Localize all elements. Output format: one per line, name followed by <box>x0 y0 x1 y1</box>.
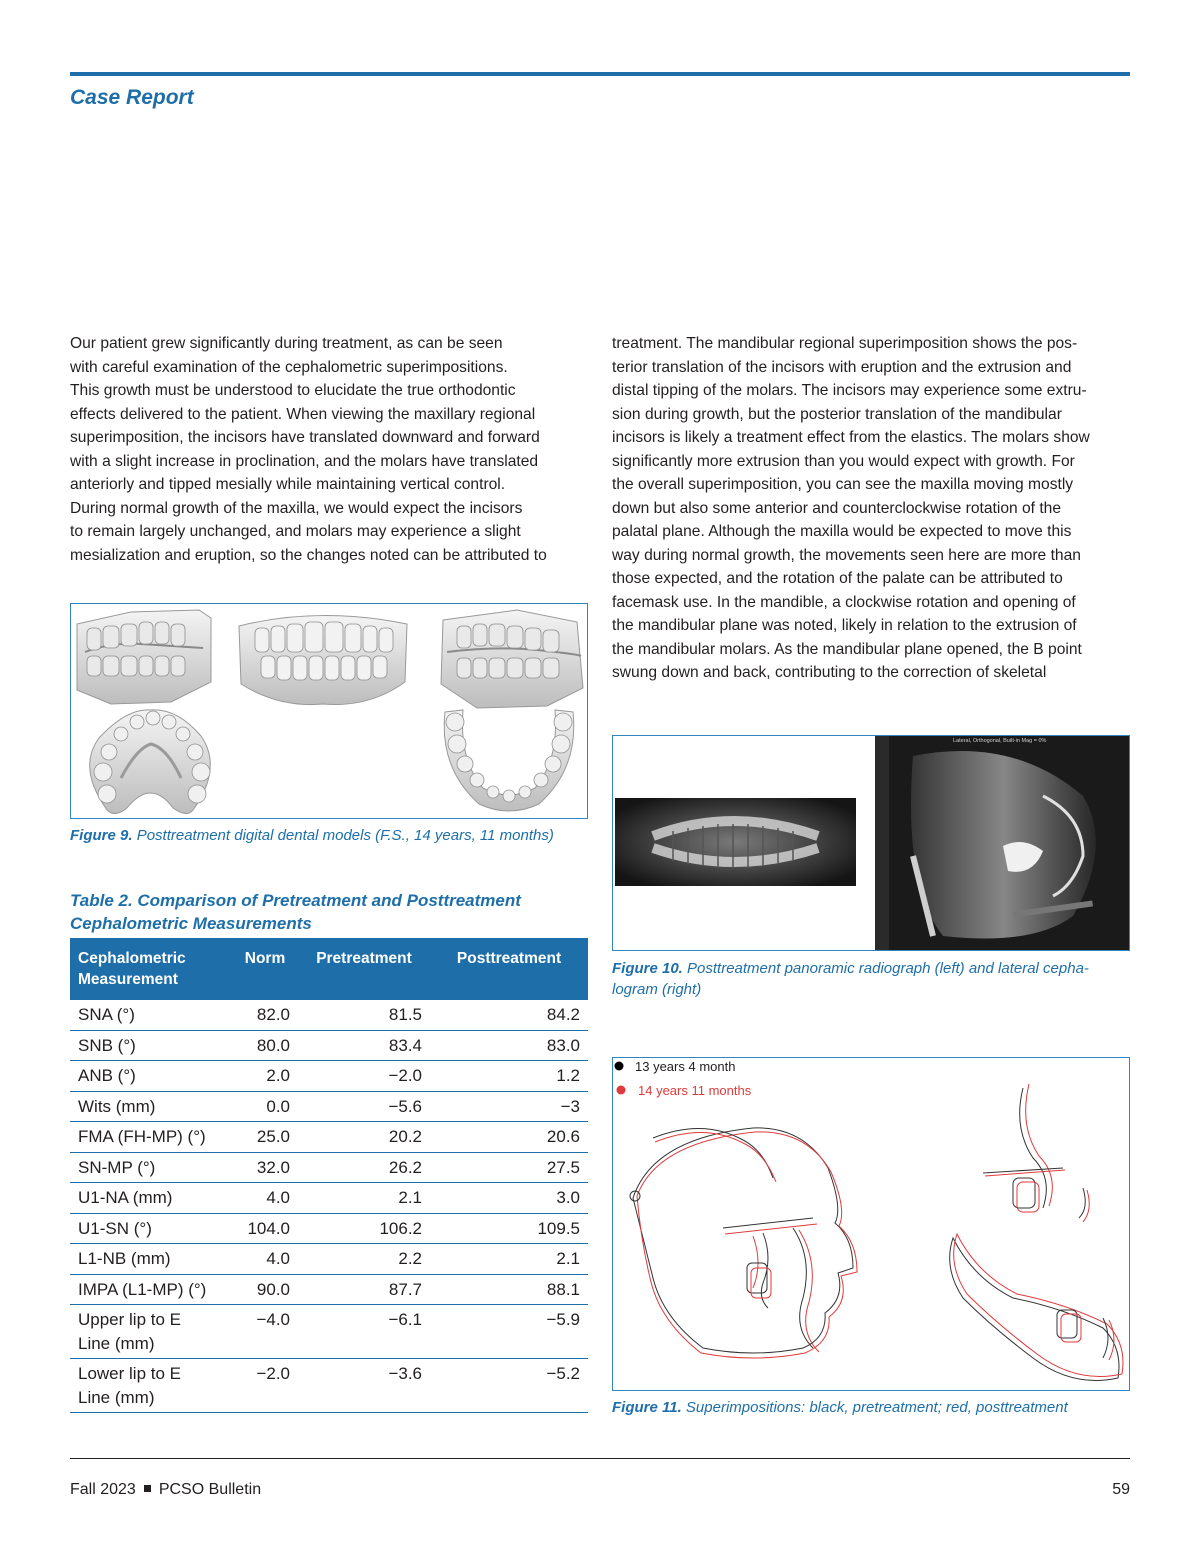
measurement-name <box>70 1359 232 1413</box>
figure-9-caption <box>70 825 590 846</box>
measurement-name-line1: Lower lip to E <box>78 1364 181 1384</box>
norm-value: −2.0 <box>232 1359 298 1413</box>
figure-11-caption <box>612 1397 1130 1418</box>
measurement-name-line1: SNB (°) <box>78 1035 136 1055</box>
text-line: anteriorly and tipped mesially while maintaining vertical control. <box>70 476 506 493</box>
posttreatment-value: 83.0 <box>430 1030 588 1061</box>
footer-publication-name: PCSO Bulletin <box>158 1481 262 1498</box>
text-line: significantly more extrusion than you would expect with growth. For <box>612 452 1075 470</box>
posttreatment-value: −5.9 <box>430 1305 588 1359</box>
posttreatment-value: 84.2 <box>430 1000 588 1030</box>
figure-9-dental-models <box>70 603 588 819</box>
measurement-name-line1: SN-MP (°) <box>78 1157 156 1177</box>
model-mandibular-occlusal <box>444 710 574 811</box>
norm-value: 80.0 <box>232 1030 298 1061</box>
measurement-name-line1: L1-NB (mm) <box>78 1249 171 1269</box>
measurement-name-line1: ANB (°) <box>78 1066 136 1086</box>
pretreatment-value: 81.5 <box>298 1000 430 1030</box>
table-2-title-line1: Table 2. Comparison of Pretreatment and Posttreatment <box>70 891 521 910</box>
header-measurement-line1: Cephalometric <box>78 950 186 967</box>
table-row <box>70 1183 588 1214</box>
figure-11-caption-text: Superimpositions: black, pretreatment; red, posttreatment <box>685 1399 1068 1416</box>
text-line: effects delivered to the patient. When viewing the maxillary regional <box>70 405 536 423</box>
model-front-view <box>239 615 407 704</box>
header-norm: Norm <box>232 938 298 1000</box>
legend-label-pretreatment: 13 years 4 month <box>635 1059 736 1074</box>
measurement-name <box>70 1183 232 1214</box>
pretreatment-value: −2.0 <box>298 1061 430 1092</box>
table-row <box>70 1359 588 1413</box>
norm-value: 32.0 <box>232 1152 298 1183</box>
text-line: the overall superimposition, you can see the maxilla moving mostly <box>612 476 1074 493</box>
body-text-left-column <box>70 332 590 567</box>
text-line: those expected, and the rotation of the palate can be attributed to <box>612 570 1063 587</box>
text-line: incisors is likely a treatment effect from the elastics. The molars show <box>612 429 1090 446</box>
norm-value: 4.0 <box>232 1183 298 1214</box>
text-line: to remain largely unchanged, and molars may experience a slight <box>70 523 521 540</box>
xray-overlay-text: Lateral, Orthogonal, Built-in Mag = 0% <box>953 738 1047 744</box>
measurement-name-line1: Wits (mm) <box>78 1096 156 1116</box>
norm-value: 104.0 <box>232 1213 298 1244</box>
footer-publication <box>70 1481 261 1499</box>
text-line: treatment. The mandibular regional superimposition shows the pos- <box>612 335 1078 352</box>
figure-9-caption-text: Posttreatment digital dental models (F.S., 14 years, 11 months) <box>136 827 554 844</box>
measurement-name-line1: SNA (°) <box>78 1005 135 1024</box>
text-line: distal tipping of the molars. The incisors may experience some extru- <box>612 382 1087 399</box>
text-line: mesialization and eruption, so the changes noted can be attributed to <box>70 546 547 564</box>
measurement-name <box>70 1091 232 1122</box>
overall-superimposition <box>630 1128 857 1358</box>
footer-rule <box>70 1458 1130 1459</box>
table-2-title-line2: Cephalometric Measurements <box>70 914 312 933</box>
pretreatment-value: −5.6 <box>298 1091 430 1122</box>
text-line: with a slight increase in proclination, and the molars have translated <box>70 452 539 470</box>
legend-label-posttreatment: 14 years 11 months <box>638 1083 752 1098</box>
norm-value: 4.0 <box>232 1244 298 1275</box>
text-line: terior translation of the incisors with eruption and the extrusion and <box>612 358 1072 376</box>
page-number: 59 <box>1112 1481 1130 1498</box>
radiograph-images <box>613 736 1130 951</box>
text-line: Our patient grew significantly during treatment, as can be seen <box>70 335 503 352</box>
header-pretreatment: Pretreatment <box>298 938 430 1000</box>
table-row <box>70 1061 588 1092</box>
table-body <box>70 1000 588 1413</box>
text-line: palatal plane. Although the maxilla would be expected to move this <box>612 523 1072 540</box>
pretreatment-value: 2.2 <box>298 1244 430 1275</box>
text-line: with careful examination of the cephalometric superimpositions. <box>70 358 508 376</box>
pretreatment-value: −6.1 <box>298 1305 430 1359</box>
section-label: Case Report <box>70 86 194 109</box>
figure-10-caption <box>612 958 1130 1000</box>
posttreatment-value: 2.1 <box>430 1244 588 1275</box>
posttreatment-value: 109.5 <box>430 1213 588 1244</box>
norm-value: 90.0 <box>232 1274 298 1305</box>
measurement-name <box>70 1030 232 1061</box>
measurement-name-line1: U1-SN (°) <box>78 1218 152 1238</box>
posttreatment-value: −3 <box>430 1091 588 1122</box>
table-row <box>70 1152 588 1183</box>
cephalometric-table <box>70 938 588 1413</box>
measurement-name <box>70 1244 232 1275</box>
measurement-name <box>70 1000 232 1030</box>
text-line: way during normal growth, the movements seen here are more than <box>612 546 1081 564</box>
header-measurement-line2: Measurement <box>78 971 178 988</box>
table-row <box>70 1305 588 1359</box>
pretreatment-value: 26.2 <box>298 1152 430 1183</box>
measurement-name-line1: IMPA (L1-MP) (°) <box>78 1279 207 1299</box>
figure-10-label: Figure 10. <box>612 960 683 977</box>
model-left-view <box>441 610 583 708</box>
body-text-right-column <box>612 332 1130 685</box>
square-bullet-icon <box>144 1485 151 1492</box>
measurement-name <box>70 1152 232 1183</box>
figure-11-label: Figure 11. <box>612 1399 682 1416</box>
figure-9-label: Figure 9. <box>70 827 133 844</box>
pretreatment-value: 2.1 <box>298 1183 430 1214</box>
text-line: sion during growth, but the posterior translation of the mandibular <box>612 405 1062 423</box>
regional-superimpositions <box>950 1084 1123 1381</box>
table-row <box>70 1000 588 1030</box>
table-row <box>70 1244 588 1275</box>
table-header-row <box>70 938 588 1000</box>
measurement-name-line2: Line (mm) <box>78 1333 155 1353</box>
model-maxillary-occlusal <box>90 710 211 814</box>
posttreatment-value: 27.5 <box>430 1152 588 1183</box>
text-line: down but also some anterior and counterclockwise rotation of the <box>612 499 1062 517</box>
pretreatment-value: 106.2 <box>298 1213 430 1244</box>
pretreatment-value: 20.2 <box>298 1122 430 1153</box>
figure-10-radiographs <box>612 735 1130 951</box>
superimposition-tracings <box>613 1058 1130 1391</box>
text-line: superimposition, the incisors have translated downward and forward <box>70 429 540 446</box>
text-line: During normal growth of the maxilla, we would expect the incisors <box>70 499 523 517</box>
norm-value: 82.0 <box>232 1000 298 1030</box>
norm-value: 25.0 <box>232 1122 298 1153</box>
figure-11-superimpositions <box>612 1057 1130 1391</box>
panoramic-radiograph <box>615 798 856 886</box>
measurement-name <box>70 1274 232 1305</box>
norm-value: 0.0 <box>232 1091 298 1122</box>
measurement-name <box>70 1061 232 1092</box>
legend <box>615 1059 752 1098</box>
footer-issue: Fall 2023 <box>70 1481 136 1498</box>
table-2-title <box>70 889 588 935</box>
posttreatment-value: −5.2 <box>430 1359 588 1413</box>
table-row <box>70 1091 588 1122</box>
posttreatment-value: 88.1 <box>430 1274 588 1305</box>
pretreatment-value: 87.7 <box>298 1274 430 1305</box>
figure-10-caption-text: Posttreatment panoramic radiograph (left) and lateral cepha-logram (right) <box>612 960 1089 998</box>
measurement-name <box>70 1305 232 1359</box>
legend-marker-pretreatment <box>615 1062 624 1071</box>
text-line: the mandibular molars. As the mandibular plane opened, the B point <box>612 640 1082 658</box>
pretreatment-value: 83.4 <box>298 1030 430 1061</box>
header-posttreatment: Posttreatment <box>430 938 588 1000</box>
posttreatment-value: 3.0 <box>430 1183 588 1214</box>
posttreatment-value: 20.6 <box>430 1122 588 1153</box>
measurement-name-line1: FMA (FH-MP) (°) <box>78 1127 206 1147</box>
text-line: swung down and back, contributing to the correction of skeletal <box>612 664 1047 681</box>
table-row <box>70 1122 588 1153</box>
measurement-name <box>70 1122 232 1153</box>
posttreatment-value: 1.2 <box>430 1061 588 1092</box>
pretreatment-value: −3.6 <box>298 1359 430 1413</box>
model-right-view <box>77 610 211 704</box>
measurement-name-line2: Line (mm) <box>78 1387 155 1407</box>
table-row <box>70 1213 588 1244</box>
dental-models-image <box>71 604 588 819</box>
lateral-cephalogram <box>875 736 1130 951</box>
table-row <box>70 1030 588 1061</box>
text-line: the mandibular plane was noted, likely in relation to the extrusion of <box>612 617 1077 634</box>
header-measurement <box>70 938 232 1000</box>
measurement-name-line1: Upper lip to E <box>78 1310 181 1330</box>
legend-marker-posttreatment <box>617 1086 626 1095</box>
norm-value: 2.0 <box>232 1061 298 1092</box>
text-line: facemask use. In the mandible, a clockwise rotation and opening of <box>612 593 1076 611</box>
table-row <box>70 1274 588 1305</box>
measurement-name-line1: U1-NA (mm) <box>78 1188 173 1208</box>
header-rule <box>70 72 1130 76</box>
measurement-name <box>70 1213 232 1244</box>
text-line: This growth must be understood to elucidate the true orthodontic <box>70 382 516 399</box>
norm-value: −4.0 <box>232 1305 298 1359</box>
